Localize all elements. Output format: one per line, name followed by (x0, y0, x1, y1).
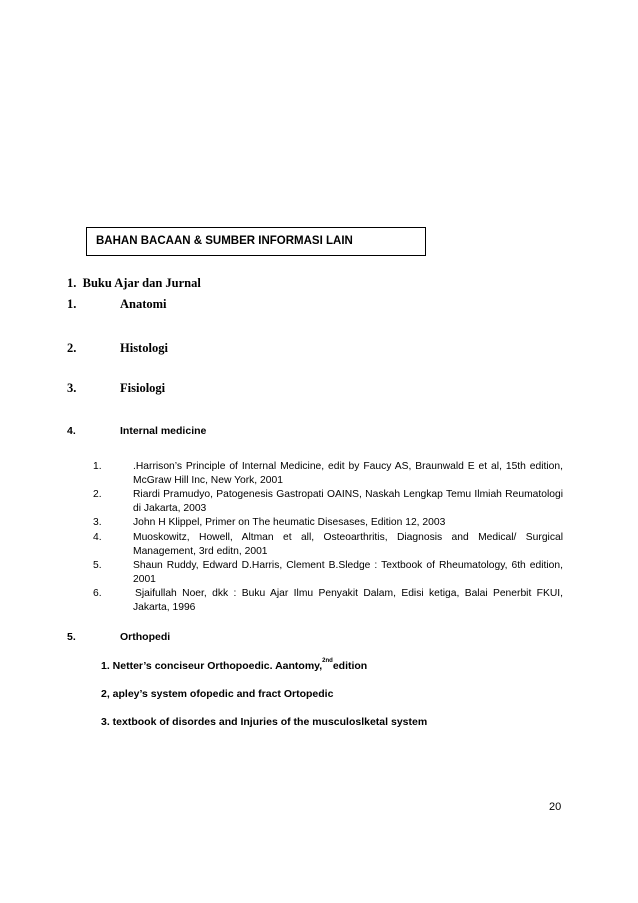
subject-label-orthopedi: Orthopedi (120, 631, 171, 643)
subject-label-histologi: Histologi (120, 341, 168, 355)
subject-number-5: 5. (67, 631, 76, 643)
reference-line: Management, 3rd editn, 2001 (133, 546, 268, 557)
reference-number: 4. (93, 532, 102, 543)
subject-label-internal-medicine: Internal medicine (120, 425, 207, 437)
reference-number: 2. (93, 489, 102, 500)
reference-line: Sjaifullah Noer, dkk : Buku Ajar Ilmu Penyakit Dalam, Edisi ketiga, Balai Penerbit FKUI, (135, 588, 563, 599)
reference-line: Shaun Ruddy, Edward D.Harris, Clement B.Sledge : Textbook of Rheumatology, 6th edition, (133, 560, 563, 571)
subject-label-fisiologi: Fisiologi (120, 381, 166, 395)
reference-line: di Jakarta, 2003 (133, 503, 207, 514)
subject-label-anatomi: Anatomi (120, 297, 167, 311)
edition-superscript: 2nd (322, 658, 333, 664)
reference-line: Muoskowitz, Howell, Altman et all, Osteoarthritis, Diagnosis and Medical/ Surgical (133, 532, 563, 543)
reference-line: Jakarta, 1996 (133, 602, 196, 613)
subject-number-3: 3. (67, 381, 77, 395)
reference-line: 2001 (133, 574, 156, 585)
ortho-reference-1 (101, 660, 367, 672)
ortho-reference-1-text: 1. Netter’s conciseur Orthopoedic. Aantomy, (101, 660, 323, 672)
reference-number: 5. (93, 560, 102, 571)
subject-number-2: 2. (67, 341, 77, 355)
subject-number-1: 1. (67, 297, 77, 311)
reference-number: 6. (93, 588, 102, 599)
list-heading: 1. Buku Ajar dan Jurnal (67, 276, 201, 290)
ortho-reference-3: 3. textbook of disordes and Injuries of the musculoslketal system (101, 716, 428, 728)
section-title: BAHAN BACAAN & SUMBER INFORMASI LAIN (96, 235, 353, 247)
reference-line: .Harrison’s Principle of Internal Medicine, edit by Faucy AS, Braunwald E et al, 15th edition, (133, 461, 563, 472)
page-number: 20 (549, 801, 562, 813)
reference-number: 1. (93, 461, 102, 472)
ortho-reference-2: 2, apley’s system ofopedic and fract Ortopedic (101, 688, 334, 700)
reference-line: McGraw Hill Inc, New York, 2001 (133, 475, 283, 486)
ortho-reference-1-suffix: edition (332, 660, 368, 672)
reference-line: John H Klippel, Primer on The heumatic Disesases, Edition 12, 2003 (133, 517, 446, 528)
reference-number: 3. (93, 517, 102, 528)
reference-line: Riardi Pramudyo, Patogenesis Gastropati OAINS, Naskah Lengkap Temu Ilmiah Reumatologi (133, 489, 563, 500)
subject-number-4: 4. (67, 425, 76, 437)
